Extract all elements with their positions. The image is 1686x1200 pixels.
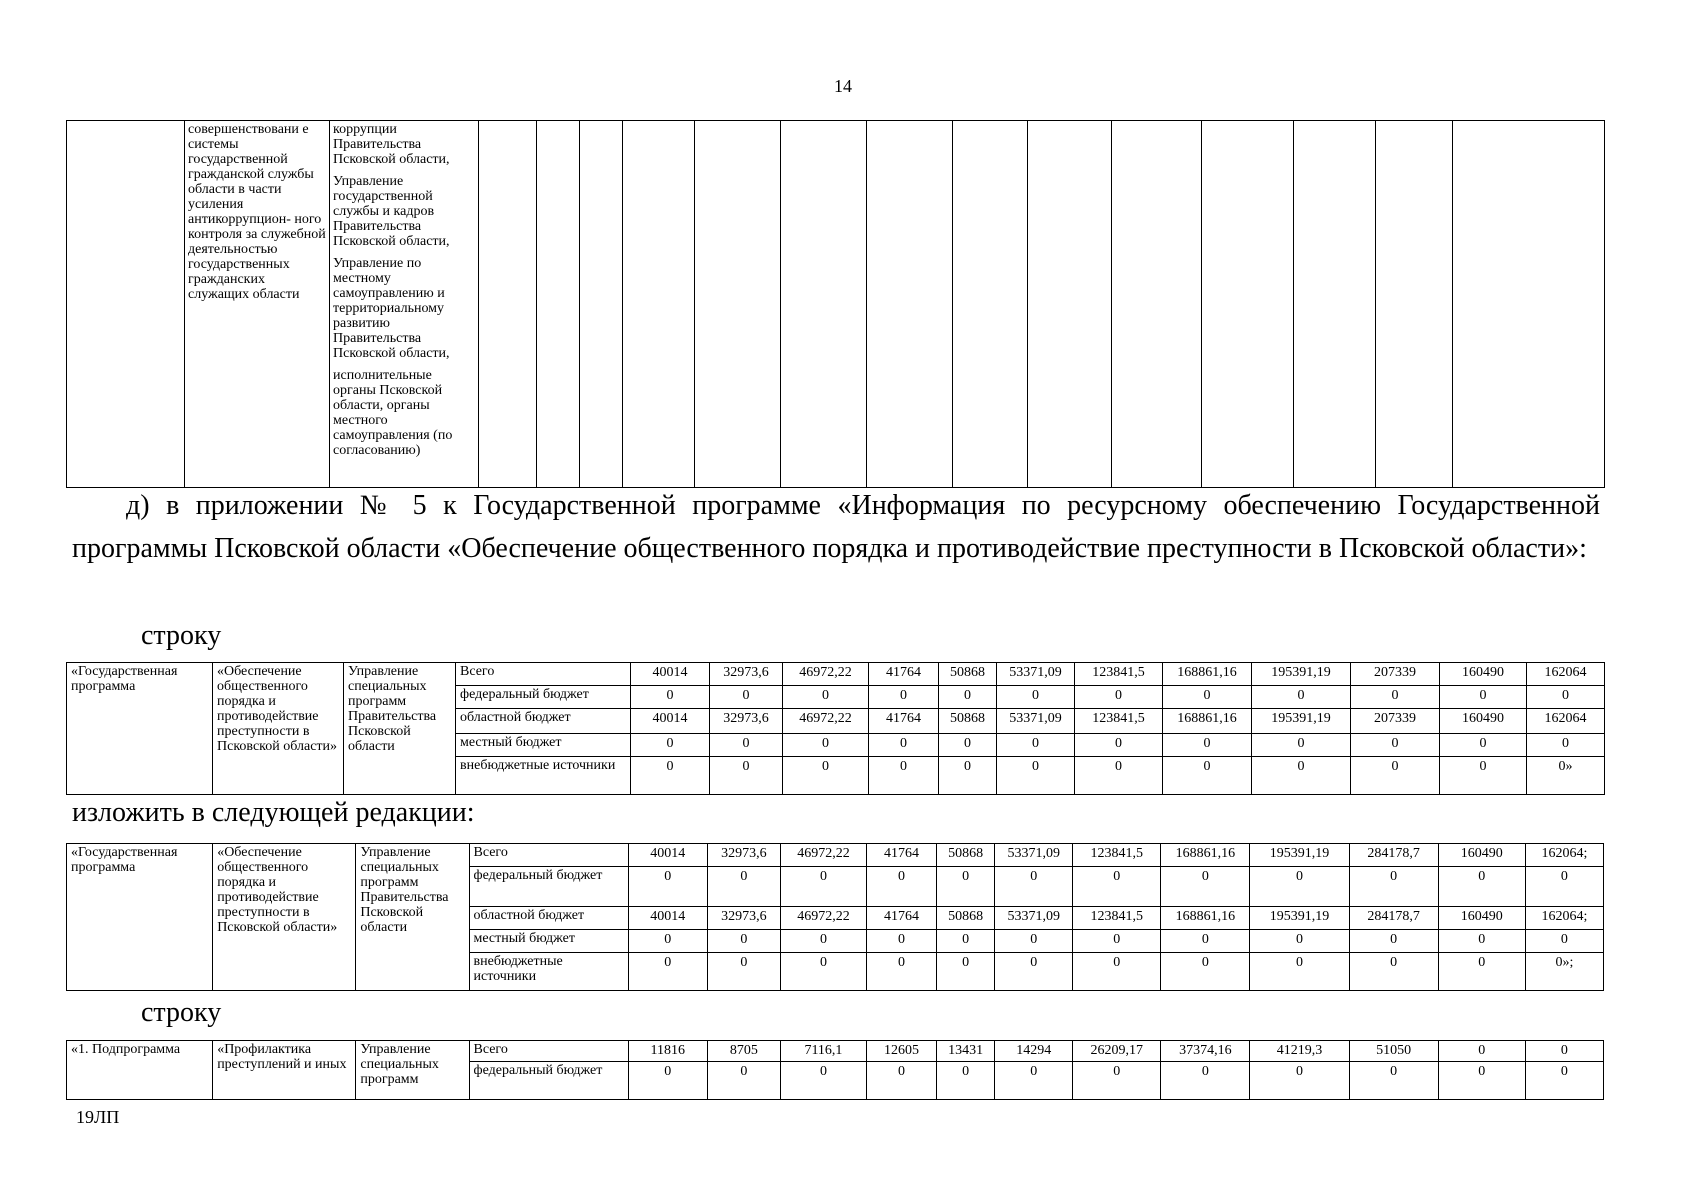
value-cell: 195391,19: [1250, 844, 1349, 867]
value-cell: 0: [1527, 686, 1605, 709]
value-cell: 14294: [995, 1041, 1073, 1062]
value-cell: 41764: [869, 663, 939, 686]
value-cell: 0: [1250, 930, 1349, 953]
value-cell: 37374,16: [1161, 1041, 1250, 1062]
value-cell: 8705: [707, 1041, 780, 1062]
value-cell: 168861,16: [1163, 663, 1252, 686]
value-cell: 0: [780, 1062, 866, 1100]
value-cell: 0: [997, 734, 1075, 757]
empty-cell: [695, 121, 781, 488]
value-cell: 0: [710, 757, 783, 795]
value-cell: 0»;: [1525, 953, 1603, 991]
value-cell: 168861,16: [1161, 907, 1250, 930]
value-cell: 0: [1438, 867, 1525, 907]
value-cell: 46972,22: [780, 844, 866, 867]
value-cell: 0: [995, 953, 1073, 991]
empty-cell: [867, 121, 953, 488]
value-cell: 0: [997, 686, 1075, 709]
empty-cell: [580, 121, 623, 488]
executor-line: Управление государственной службы и кадров Правительства Псковской области,: [333, 174, 450, 249]
value-cell: 123841,5: [1075, 663, 1163, 686]
value-cell: 162064;: [1525, 907, 1603, 930]
heading-izlozhit: изложить в следующей редакции:: [72, 797, 475, 828]
funding-source-cell: федеральный бюджет: [456, 686, 631, 709]
funding-source-cell: Всего: [456, 663, 631, 686]
value-cell: 0: [1073, 1062, 1161, 1100]
value-cell: 195391,19: [1250, 907, 1349, 930]
empty-cell: [537, 121, 580, 488]
value-cell: 0: [1440, 686, 1527, 709]
value-cell: 0: [1351, 757, 1440, 795]
funding-source-cell: местный бюджет: [469, 930, 628, 953]
value-cell: 0: [1525, 867, 1603, 907]
program-status-cell: «Государственная программа: [67, 663, 213, 795]
value-cell: 0: [997, 757, 1075, 795]
value-cell: 0: [710, 734, 783, 757]
value-cell: 0: [1161, 930, 1250, 953]
value-cell: 123841,5: [1073, 907, 1161, 930]
value-cell: 0: [628, 867, 707, 907]
value-cell: 162064: [1527, 709, 1605, 734]
value-cell: 0: [995, 1062, 1073, 1100]
value-cell: 168861,16: [1161, 844, 1250, 867]
value-cell: 26209,17: [1073, 1041, 1161, 1062]
funding-source-cell: Всего: [469, 844, 628, 867]
value-cell: 0: [867, 1062, 937, 1100]
value-cell: 0: [1250, 1062, 1349, 1100]
status-cell: [67, 121, 185, 488]
value-cell: 7116,1: [780, 1041, 866, 1062]
value-cell: 41764: [867, 907, 937, 930]
value-cell: 160490: [1438, 907, 1525, 930]
program-executor-cell: Управление специальных программ Правительства Псковской области: [344, 663, 456, 795]
value-cell: 0: [1438, 953, 1525, 991]
value-cell: 0: [995, 930, 1073, 953]
empty-cell: [1294, 121, 1376, 488]
value-cell: 53371,09: [997, 709, 1075, 734]
value-cell: 0: [1351, 686, 1440, 709]
value-cell: 0: [780, 867, 866, 907]
value-cell: 13431: [937, 1041, 995, 1062]
heading-stroku: строку: [141, 997, 222, 1028]
value-cell: 0: [1163, 757, 1252, 795]
value-cell: 0: [783, 734, 869, 757]
empty-cell: [1453, 121, 1605, 488]
value-cell: 51050: [1349, 1041, 1438, 1062]
value-cell: 0: [628, 1062, 707, 1100]
program-executor-cell: Управление специальных программ Правительства Псковской области: [356, 844, 469, 991]
value-cell: 0: [939, 757, 997, 795]
value-cell: 32973,6: [710, 663, 783, 686]
value-cell: 50868: [939, 663, 997, 686]
value-cell: 160490: [1440, 709, 1527, 734]
funding-source-cell: внебюджетные источники: [469, 953, 628, 991]
funding-source-cell: Всего: [469, 1041, 628, 1062]
program-name-cell: «Обеспечение общественного порядка и противодействие преступности в Псковской области»: [213, 663, 344, 795]
value-cell: 0: [783, 686, 869, 709]
value-cell: 0: [1525, 930, 1603, 953]
value-cell: 0: [1525, 1041, 1603, 1062]
amendment-paragraph: д) в приложении № 5 к Государственной программе «Информация по ресурсному обеспечению Государственной программы Псковской области «Обеспечение общественного порядка и противодействие преступности в Псковской области»:: [72, 490, 1600, 564]
value-cell: 0: [1161, 1062, 1250, 1100]
value-cell: 32973,6: [710, 709, 783, 734]
value-cell: 0: [1250, 953, 1349, 991]
empty-cell: [479, 121, 537, 488]
value-cell: 0: [867, 930, 937, 953]
value-cell: 0: [937, 953, 995, 991]
value-cell: 0: [628, 953, 707, 991]
document-code: 19ЛП: [76, 1107, 120, 1127]
funding-source-cell: федеральный бюджет: [469, 1062, 628, 1100]
executor-cell: [330, 121, 479, 488]
empty-cell: [1112, 121, 1202, 488]
value-cell: 160490: [1438, 844, 1525, 867]
value-cell: 0: [710, 686, 783, 709]
value-cell: 0: [1250, 867, 1349, 907]
value-cell: 0: [1252, 686, 1351, 709]
empty-cell: [1202, 121, 1294, 488]
value-cell: 0: [1073, 867, 1161, 907]
value-cell: 0: [1075, 686, 1163, 709]
value-cell: 0: [1349, 930, 1438, 953]
empty-cell: [1376, 121, 1453, 488]
funding-source-cell: внебюджетные источники: [456, 757, 631, 795]
value-cell: 50868: [939, 709, 997, 734]
value-cell: 40014: [631, 663, 710, 686]
value-cell: 207339: [1351, 663, 1440, 686]
value-cell: 40014: [631, 709, 710, 734]
value-cell: 32973,6: [707, 907, 780, 930]
value-cell: 0: [631, 686, 710, 709]
funding-source-cell: областной бюджет: [469, 907, 628, 930]
program-status-cell: «1. Подпрограмма: [67, 1041, 213, 1100]
executor-line: Управление по местному самоуправлению и территориальному развитию Правительства Псковской области,: [333, 256, 450, 361]
value-cell: 46972,22: [783, 709, 869, 734]
value-cell: 40014: [628, 844, 707, 867]
value-cell: 0: [1349, 1062, 1438, 1100]
heading-stroku: строку: [141, 620, 222, 651]
value-cell: 0: [1161, 953, 1250, 991]
value-cell: 0: [1349, 953, 1438, 991]
value-cell: 0: [631, 757, 710, 795]
value-cell: 0: [869, 734, 939, 757]
empty-cell: [1028, 121, 1112, 488]
value-cell: 0: [783, 757, 869, 795]
value-cell: 0: [1163, 734, 1252, 757]
value-cell: 195391,19: [1252, 709, 1351, 734]
value-cell: 53371,09: [995, 844, 1073, 867]
funding-source-cell: федеральный бюджет: [469, 867, 628, 907]
value-cell: 41764: [867, 844, 937, 867]
value-cell: 0: [628, 930, 707, 953]
value-cell: 46972,22: [780, 907, 866, 930]
value-cell: 162064: [1527, 663, 1605, 686]
program-name-cell: «Обеспечение общественного порядка и противодействие преступности в Псковской области»: [213, 844, 356, 991]
value-cell: 0: [1440, 757, 1527, 795]
value-cell: 0: [1073, 953, 1161, 991]
value-cell: 50868: [937, 844, 995, 867]
value-cell: 0: [937, 867, 995, 907]
value-cell: 0: [780, 930, 866, 953]
value-cell: 0: [939, 686, 997, 709]
value-cell: 50868: [937, 907, 995, 930]
value-cell: 12605: [867, 1041, 937, 1062]
value-cell: 0: [937, 1062, 995, 1100]
page-number: 14: [834, 76, 852, 96]
value-cell: 0: [707, 1062, 780, 1100]
top-continuation-table: [66, 120, 1605, 488]
value-cell: 0: [780, 953, 866, 991]
value-cell: 0: [707, 867, 780, 907]
value-cell: 0: [1075, 734, 1163, 757]
value-cell: 284178,7: [1349, 844, 1438, 867]
value-cell: 0: [1438, 1062, 1525, 1100]
program-executor-cell: Управление специальных программ: [356, 1041, 469, 1100]
value-cell: 32973,6: [707, 844, 780, 867]
value-cell: 0: [939, 734, 997, 757]
program-status-cell: «Государственная программа: [67, 844, 213, 991]
program-name-cell: «Профилактика преступлений и иных: [213, 1041, 356, 1100]
value-cell: 0»: [1527, 757, 1605, 795]
value-cell: 160490: [1440, 663, 1527, 686]
value-cell: 0: [707, 953, 780, 991]
empty-cell: [953, 121, 1028, 488]
value-cell: 0: [1075, 757, 1163, 795]
name-cell: совершенствовани е системы государственной гражданской службы области в части усиления антикоррупцион- ного контроля за служебной деятельностью государственных гражданских служащих области: [185, 121, 330, 488]
value-cell: 0: [1527, 734, 1605, 757]
value-cell: 46972,22: [783, 663, 869, 686]
value-cell: 0: [1438, 930, 1525, 953]
value-cell: 207339: [1351, 709, 1440, 734]
value-cell: 162064;: [1525, 844, 1603, 867]
value-cell: 123841,5: [1073, 844, 1161, 867]
value-cell: 0: [995, 867, 1073, 907]
value-cell: 40014: [628, 907, 707, 930]
value-cell: 53371,09: [995, 907, 1073, 930]
funding-table-subprogram: [66, 1040, 1604, 1100]
value-cell: 0: [869, 686, 939, 709]
value-cell: 123841,5: [1075, 709, 1163, 734]
value-cell: 0: [1252, 734, 1351, 757]
value-cell: 0: [1163, 686, 1252, 709]
funding-table-old: [66, 662, 1605, 795]
funding-table-new: [66, 843, 1604, 991]
funding-source-cell: местный бюджет: [456, 734, 631, 757]
value-cell: 0: [631, 734, 710, 757]
value-cell: 0: [867, 953, 937, 991]
value-cell: 11816: [628, 1041, 707, 1062]
executor-line: исполнительные органы Псковской области, органы местного самоуправления (по согласованию): [333, 368, 453, 458]
empty-cell: [781, 121, 867, 488]
empty-cell: [623, 121, 695, 488]
value-cell: 0: [1351, 734, 1440, 757]
value-cell: 284178,7: [1349, 907, 1438, 930]
value-cell: 0: [937, 930, 995, 953]
value-cell: 195391,19: [1252, 663, 1351, 686]
value-cell: 41764: [869, 709, 939, 734]
value-cell: 0: [1349, 867, 1438, 907]
value-cell: 0: [1440, 734, 1527, 757]
value-cell: 0: [707, 930, 780, 953]
value-cell: 0: [1252, 757, 1351, 795]
funding-source-cell: областной бюджет: [456, 709, 631, 734]
value-cell: 53371,09: [997, 663, 1075, 686]
value-cell: 0: [1438, 1041, 1525, 1062]
value-cell: 0: [1073, 930, 1161, 953]
value-cell: 0: [1525, 1062, 1603, 1100]
executor-line: коррупции Правительства Псковской области,: [333, 122, 450, 167]
value-cell: 168861,16: [1163, 709, 1252, 734]
value-cell: 41219,3: [1250, 1041, 1349, 1062]
value-cell: 0: [867, 867, 937, 907]
value-cell: 0: [1161, 867, 1250, 907]
value-cell: 0: [869, 757, 939, 795]
